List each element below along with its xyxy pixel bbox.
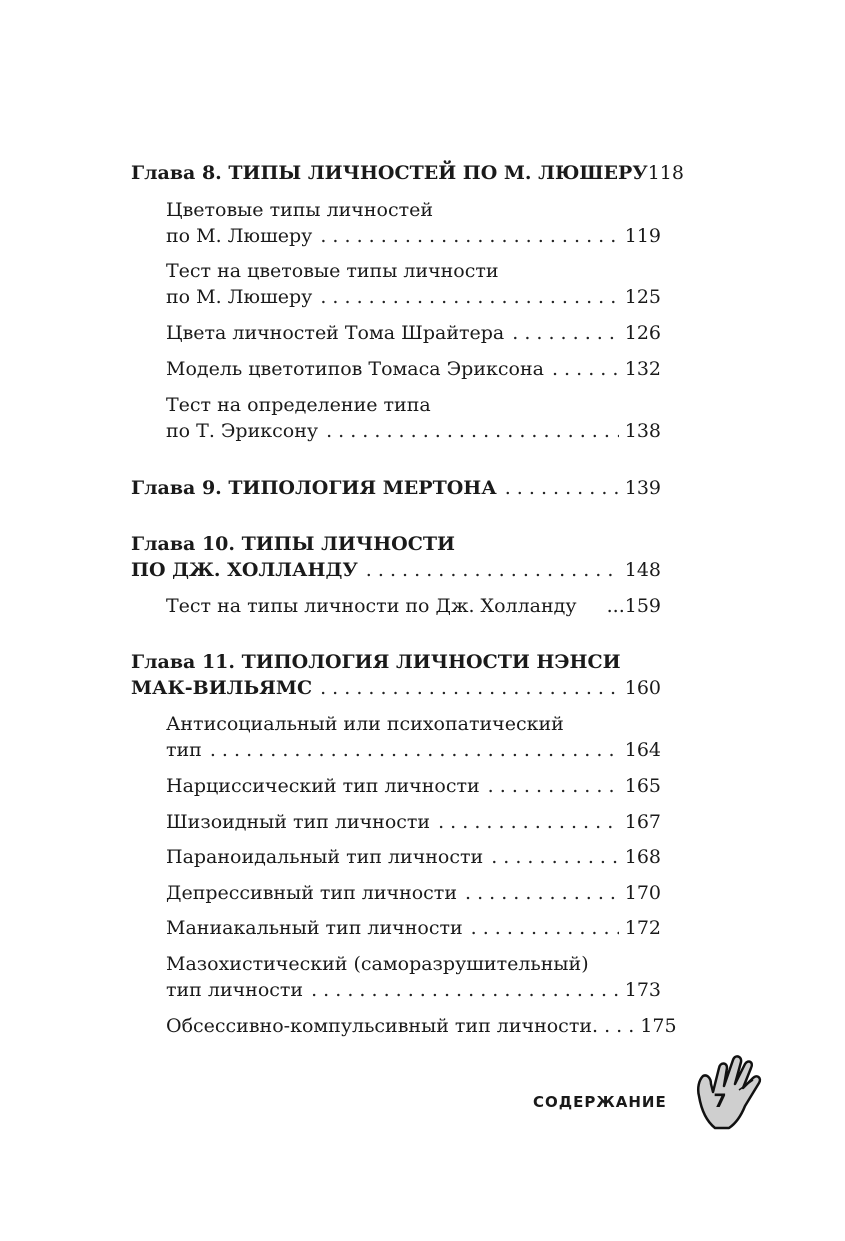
dot-leader	[491, 844, 619, 870]
page-number: 126	[624, 322, 661, 344]
entry-title: Модель цветотипов Томаса Эриксона	[166, 358, 544, 380]
toc-entry-11-2[interactable]	[166, 773, 661, 799]
toc-entry-11-7[interactable]	[166, 951, 661, 1003]
dot-leader	[438, 809, 619, 835]
dot-leader	[505, 475, 619, 501]
page-number: 125	[624, 286, 661, 308]
dot-leader	[471, 915, 619, 941]
page-number: 172	[624, 917, 661, 939]
page-number: 168	[624, 846, 661, 868]
entry-title: Шизоидный тип личности	[166, 811, 431, 833]
page-number: 160	[624, 677, 661, 699]
entry-title: Антисоциальный или психопатический	[166, 713, 564, 735]
toc-entry-8-1[interactable]	[166, 197, 661, 249]
page-number: 165	[624, 775, 661, 797]
entry-title-cont: по Т. Эриксону	[166, 420, 319, 442]
toc-entry-8-3[interactable]	[166, 320, 661, 346]
page-number: ...159	[606, 595, 661, 617]
chapter-title: Глава 8. ТИПЫ ЛИЧНОСТЕЙ ПО М. ЛЮШЕРУ	[131, 162, 648, 184]
dot-leader	[210, 737, 619, 763]
entry-title: Тест на определение типа	[166, 394, 431, 416]
toc-entry-11-1[interactable]	[166, 711, 661, 763]
chapter-title: Глава 10. ТИПЫ ЛИЧНОСТИ	[131, 533, 455, 555]
entry-title: Цвета личностей Тома Шрайтера	[166, 322, 505, 344]
dot-leader	[311, 977, 619, 1003]
toc-entry-11-3[interactable]	[166, 809, 661, 835]
toc-entry-10-1[interactable]	[166, 593, 661, 619]
toc-chapter-10[interactable]	[131, 531, 661, 583]
chapter-title-cont: МАК-ВИЛЬЯМС	[131, 677, 313, 699]
entry-title: Нарциссический тип личности	[166, 775, 480, 797]
entry-title: Обсессивно-компульсивный тип личности	[166, 1015, 592, 1037]
chapter-title: Глава 9. ТИПОЛОГИЯ МЕРТОНА	[131, 477, 497, 499]
page-number: 170	[624, 882, 661, 904]
running-footer-section: СОДЕРЖАНИЕ	[533, 1093, 667, 1111]
page-number: . . . . 175	[592, 1015, 677, 1037]
dot-leader	[465, 880, 619, 906]
page-number: 148	[624, 559, 661, 581]
dot-leader	[366, 557, 619, 583]
toc-entry-8-2[interactable]	[166, 258, 661, 310]
entry-title: Тест на типы личности по Дж. Холланду	[166, 595, 577, 617]
page-number: 138	[624, 420, 661, 442]
chapter-title: Глава 11. ТИПОЛОГИЯ ЛИЧНОСТИ НЭНСИ	[131, 651, 621, 673]
entry-title: Депрессивный тип личности	[166, 882, 457, 904]
page-number: 119	[624, 225, 661, 247]
dot-leader	[320, 284, 618, 310]
chapter-title-cont: ПО ДЖ. ХОЛЛАНДУ	[131, 559, 358, 581]
toc-entry-8-4[interactable]	[166, 356, 661, 382]
page-number: 132	[624, 358, 661, 380]
entry-title: Маниакальный тип личности	[166, 917, 463, 939]
dot-leader	[320, 675, 619, 701]
entry-title-cont: по М. Люшеру	[166, 286, 313, 308]
page-number: 139	[624, 477, 661, 499]
toc-entry-11-5[interactable]	[166, 880, 661, 906]
dot-leader	[512, 320, 619, 346]
toc-chapter-8[interactable]	[131, 160, 684, 186]
entry-title: Параноидальный тип личности	[166, 846, 484, 868]
entry-title: Мазохистический (саморазрушительный)	[166, 953, 589, 975]
toc-entry-11-6[interactable]	[166, 915, 661, 941]
entry-title-cont: тип	[166, 739, 202, 761]
dot-leader	[320, 223, 618, 249]
toc-entry-11-4[interactable]	[166, 844, 661, 870]
page-number: 164	[624, 739, 661, 761]
page-number: 173	[624, 979, 661, 1001]
entry-title-cont: тип личности	[166, 979, 304, 1001]
toc-entry-11-8[interactable]	[166, 1013, 677, 1039]
dot-leader	[326, 418, 619, 444]
page-number: 118	[647, 162, 684, 184]
toc-chapter-9[interactable]	[131, 475, 661, 501]
dot-leader	[552, 356, 619, 382]
page-number: 167	[624, 811, 661, 833]
toc-entry-8-5[interactable]	[166, 392, 661, 444]
entry-title: Цветовые типы личностей	[166, 199, 434, 221]
entry-title: Тест на цветовые типы личности	[166, 260, 499, 282]
entry-title-cont: по М. Люшеру	[166, 225, 313, 247]
toc-chapter-11[interactable]	[131, 649, 661, 701]
page-number-footer: 7	[713, 1090, 727, 1112]
dot-leader	[488, 773, 619, 799]
